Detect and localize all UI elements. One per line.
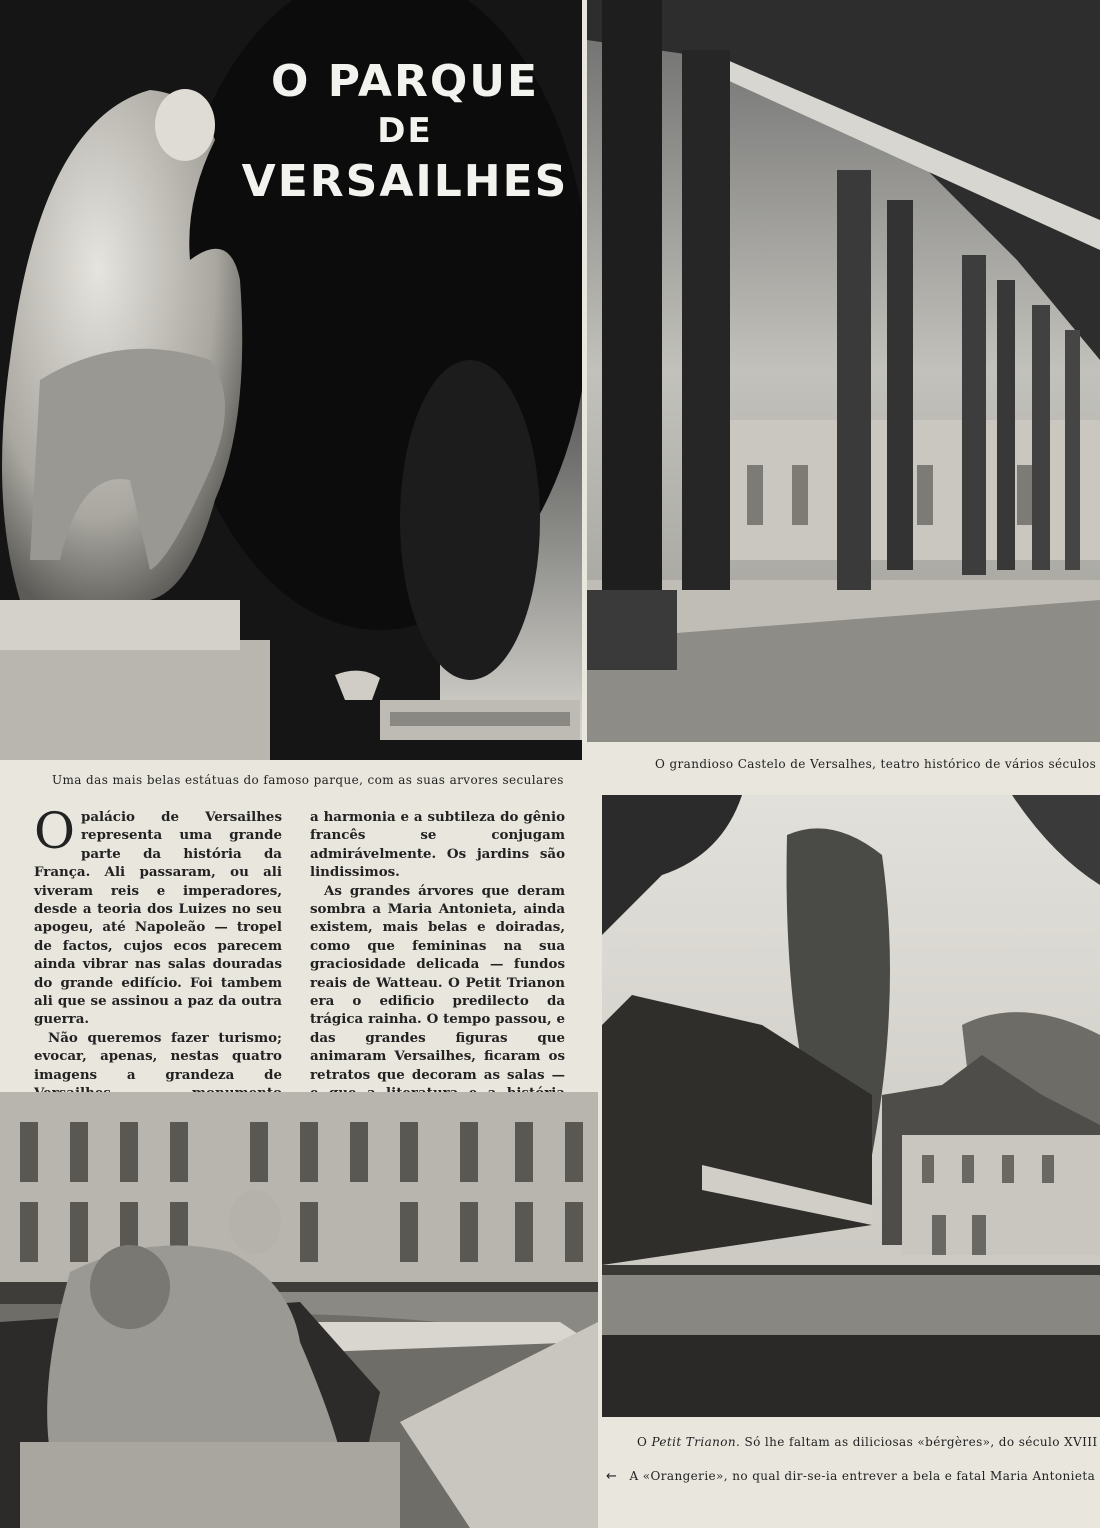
title-line-3: VERSAILHES xyxy=(241,156,569,207)
trianon-caption xyxy=(637,1435,1098,1449)
orangerie-caption-text: A «Orangerie», no qual dir-se-ia entrever a bela e fatal Maria Antonieta xyxy=(629,1469,1096,1483)
statue-caption: Uma das mais belas estátuas do famoso parque, com as suas arvores seculares xyxy=(52,773,564,787)
colonnade-photo xyxy=(587,0,1100,742)
article-column-1 xyxy=(34,802,282,1121)
orangerie-caption xyxy=(606,1469,1095,1484)
article-column-2 xyxy=(310,808,565,1121)
drop-cap: O xyxy=(34,802,75,860)
article-paragraph xyxy=(34,802,282,1029)
article-paragraph: a harmonia e a subtileza do gênio francês se conjugam admirávelmente. Os jardins são lindissimos. xyxy=(310,809,565,881)
trianon-caption-text: Só lhe faltam as diliciosas «bérgères», do século XVIII xyxy=(744,1435,1098,1449)
arrow-left-icon: ← xyxy=(606,1469,618,1484)
trianon-photo xyxy=(602,795,1100,1417)
paragraph-text: palácio de Versailhes representa uma grande parte da história da França. Ali passaram, ou ali viveram reis e imperadores, desde a teoria dos Luizes no seu apogeu, até Napoleão — tropel de factos, cujos ecos parecem ainda vibrar nas salas douradas do grande edifício. Foi tambem ali que se assinou a paz da outra guerra. xyxy=(34,809,282,1028)
article-paragraph: Não queremos fazer turismo; evocar, apenas, nestas quatro imagens a grandeza de xyxy=(34,1029,282,1083)
title-line-2: DE xyxy=(377,111,433,151)
title-line-1: O PARQUE xyxy=(270,56,540,107)
page-title xyxy=(240,56,570,207)
trianon-caption-italic: Petit Trianon. xyxy=(651,1435,741,1449)
castle-caption: O grandioso Castelo de Versalhes, teatro histórico de vários séculos xyxy=(655,757,1097,771)
orangerie-photo xyxy=(0,1092,598,1528)
article-paragraph: As grandes árvores que deram sombra a Maria Antonieta, ainda existem, mais belas e doiradas, como que femininas na sua graciosidade delicada — fundos reais de Watteau. O Petit Trianon era o edificio predilecto da trágica rainha. O tempo passou, e das grandes figuras que animaram Versailhes, ficaram os retratos que decoram as salas — xyxy=(310,882,565,1083)
trianon-caption-prefix: O xyxy=(637,1435,648,1449)
